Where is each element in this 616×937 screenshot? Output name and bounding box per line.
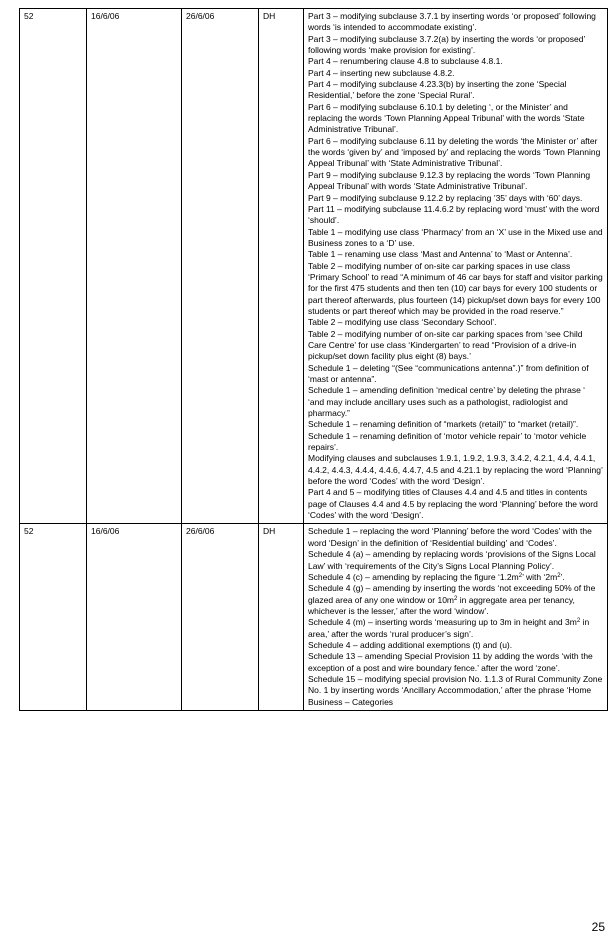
detail-line: Part 6 – modifying subclause 6.11 by deleting the words ‘the Minister or’ after the words ‘given by’ and ‘imposed by’ and replacing the words ‘Town Planning Appeal Tribunal’ with ‘State Administrative Tribunal’. (308, 135, 601, 169)
detail-line: Schedule 15 – modifying special provision No. 1.1.3 of Rural Community Zone No. 1 by inserting words ‘Ancillary Accommodation,’ after the phrase ‘Home Business – Categories (308, 673, 603, 707)
detail-line-schedule-4g (308, 583, 603, 617)
detail-line: Table 2 – modifying number of on-site car parking spaces from ‘see Child Care Centre’ for use class ‘Kindergarten’ to read “Provision of a drive-in pickup/set down facility plus eight (8) bays.’ (308, 328, 583, 362)
text-part: ’. (560, 571, 565, 582)
detail-line: Schedule 1 – deleting “(See “communications antenna”.)” from definition of ‘mast or antenna”. (308, 362, 589, 384)
table-row (20, 524, 608, 711)
detail-line: Table 1 – modifying use class ‘Pharmacy’ from an ‘X’ use in the Mixed use and Business zones to a ‘D’ use. (308, 226, 603, 248)
amendments-table (19, 8, 608, 711)
detail-line: Schedule 1 – renaming definition of ‘motor vehicle repair’ to ‘motor vehicle repairs’. (308, 430, 587, 453)
detail-line: Part 4 and 5 – modifying titles of Clauses 4.4 and 4.5 and titles in contents page of Clauses 4.4 and 4.5 by replacing the word ‘Planning’ before the word ‘Codes’ with the word ‘Design’. (308, 487, 598, 521)
detail-line-schedule-4c (308, 572, 603, 583)
amendment-number: 52 (20, 9, 87, 524)
text-part: in aggregate area per tenancy, whichever is the lesser,’ after the word ‘window’. (308, 594, 575, 616)
detail-line: Schedule 4 (a) – amending by replacing words ‘provisions of the Signs Local Law’ with ‘requirements of the City’s Signs Local Planning Policy’. (308, 549, 596, 571)
page-number: 25 (591, 920, 605, 934)
detail-line: Table 2 – modifying number of on-site car parking spaces in use class ‘Primary School’ to read “A minimum of 46 car bays for staff and visitor parking for the first 475 students and then ten (10) car bays for every 100 students or part thereof afterwards, plus fourteen (14) pickup/set down bays for every 100 students or part thereof which may be provided in the road reserve.” (308, 260, 603, 316)
text-part: Schedule 4 (m) – inserting words ‘measuring up to 3m in height and 3m (308, 617, 577, 628)
detail-line-schedule-4m (308, 617, 603, 640)
superscript-2: 2 (576, 618, 581, 625)
detail-line: Part 11 – modifying subclause 11.4.6.2 by replacing word ‘must’ with the word ‘should’. (308, 203, 600, 226)
detail-line: Part 4 – renumbering clause 4.8 to subclause 4.8.1. (308, 56, 503, 67)
text-part: Schedule 4 (c) – amending by replacing the figure ‘1.2m (308, 571, 519, 582)
detail-line: Part 9 – modifying subclause 9.12.3 by replacing the words ‘Town Planning Appeal Tribunal’ with words ‘State Administrative Tribunal’. (308, 169, 591, 192)
detail-line: Schedule 1 – renaming definition of “markets (retail)” to “market (retail)”. (308, 419, 579, 430)
superscript-2: 2 (454, 595, 458, 602)
table-row (20, 9, 608, 524)
date-1: 16/6/06 (87, 9, 182, 524)
amendment-number: 52 (20, 524, 87, 711)
superscript-2: 2 (557, 572, 561, 579)
detail-line: ‘and may include ancillary uses such as a pathologist, radiologist and pharmacy.” (308, 396, 568, 419)
detail-line: Table 2 – modifying use class ‘Secondary School’. (308, 317, 497, 328)
detail-line: Part 4 – inserting new subclause 4.8.2. (308, 67, 455, 78)
text-part: Schedule 4 (g) – amending by inserting the words ‘not exceeding 50% of the glazed area of any one window or 10m (308, 583, 596, 605)
detail-line: Table 1 – renaming use class ‘Mast and Antenna’ to ‘Mast or Antenna’. (308, 249, 573, 260)
initials: DH (259, 9, 304, 524)
detail-line: Part 3 – modifying subclause 3.7.2(a) by inserting the words ‘or proposed’ following words ‘make provision for existing’. (308, 33, 586, 56)
detail-line: Modifying clauses and subclauses 1.9.1, 1.9.2, 1.9.3, 3.4.2, 4.2.1, 4.4, 4.4.1, 4.4.2, 4.4.3, 4.4.4, 4.4.6, 4.4.7, 4.5 and 4.21.1 by replacing the word ‘Planning’ before the word ‘Codes’ with the word ‘Design’. (308, 453, 603, 487)
detail-line: Schedule 1 – amending definition ‘medical centre’ by deleting the phrase ‘ (308, 385, 586, 396)
detail-line: Schedule 13 – amending Special Provision 11 by adding the words ‘with the exception of a post and wire boundary fence.’ after the word ‘zone’. (308, 651, 593, 673)
detail-line: Schedule 4 – adding additional exemptions (t) and (u). (308, 639, 513, 650)
detail-line: Part 6 – modifying subclause 6.10.1 by deleting ‘, or the Minister’ and replacing the words ‘Town Planning Appeal Tribunal’ with the words ‘State Administrative Tribunal’. (308, 101, 585, 135)
detail-line: Part 4 – modifying subclause 4.23.3(b) by inserting the zone ‘Special Residential,’ before the zone ‘Special Rural’. (308, 79, 567, 101)
detail-line: Part 3 – modifying subclause 3.7.1 by inserting words ‘or proposed’ following words ‘is intended to accommodate existing’. (308, 11, 596, 33)
date-2: 26/6/06 (182, 9, 259, 524)
initials: DH (259, 524, 304, 711)
text-part: in area,’ after the words ‘rural producer’s sign’. (308, 617, 590, 639)
detail-line: Part 9 – modifying subclause 9.12.2 by replacing ’35’ days with ‘60’ days. (308, 192, 583, 203)
text-part: ’ with ‘2m (522, 571, 558, 582)
details-cell (304, 9, 608, 524)
date-2: 26/6/06 (182, 524, 259, 711)
superscript-2: 2 (518, 572, 523, 579)
details-cell (304, 524, 608, 711)
detail-line: Schedule 1 – replacing the word ‘Planning’ before the word ‘Codes’ with the word ‘Design’ in the definition of ‘Residential building’ and ‘Codes’. (308, 526, 592, 548)
date-1: 16/6/06 (87, 524, 182, 711)
